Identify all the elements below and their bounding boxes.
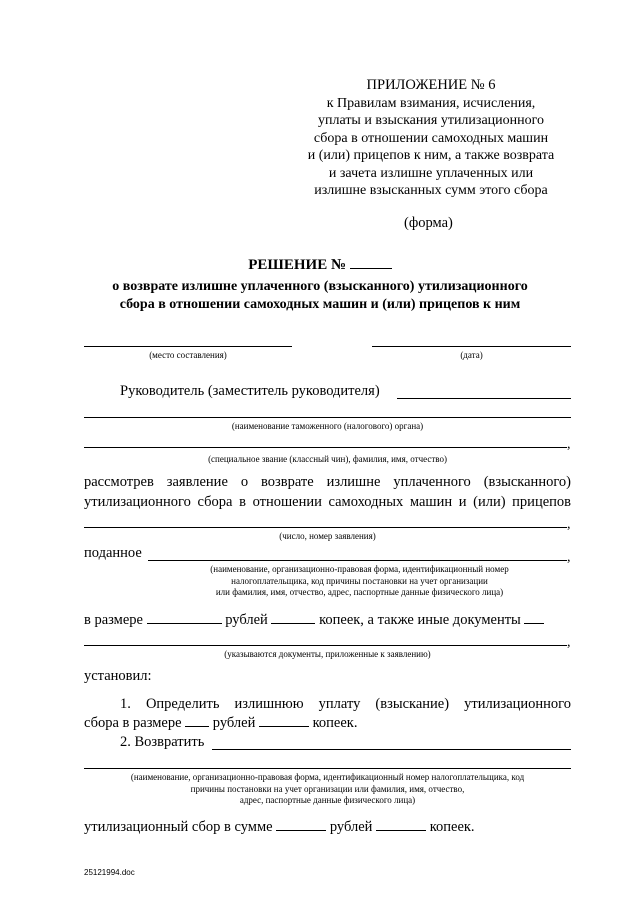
item-1-rubles-field[interactable]	[185, 714, 209, 727]
appendix-line: к Правилам взимания, исчисления,	[326, 95, 536, 111]
established-label: установил:	[84, 668, 152, 684]
recipient-caption-line-3: адрес, паспортные данные физического лица)	[239, 795, 416, 805]
amount-row	[84, 611, 571, 629]
rank-caption: (специальное звание (классный чин), фамилия, имя, отчество)	[208, 454, 447, 464]
comma: ,	[567, 437, 571, 452]
comma: ,	[567, 517, 571, 532]
other-docs-field[interactable]	[524, 611, 544, 624]
applicant-caption-line-2: налогоплательщика, код причины постановки на учет организации	[231, 575, 488, 586]
footer-filename: 25121994.doc	[84, 868, 135, 877]
rubles-label: рублей	[225, 612, 268, 628]
applicant-field[interactable]	[148, 560, 567, 561]
application-field[interactable]	[84, 527, 567, 528]
amount-prefix: в размере	[84, 612, 143, 628]
appendix-line: и зачета излишне уплаченных или	[328, 165, 534, 181]
application-caption: (число, номер заявления)	[279, 531, 376, 541]
submitted-label: поданное	[84, 545, 142, 561]
decision-subtitle-line-1: о возврате излишне уплаченного (взысканного) утилизационного	[112, 279, 528, 294]
recipient-caption-line-1: (наименование, организационно-правовая форма, идентификационный номер налогоплательщика, код	[130, 772, 525, 782]
final-amount-row	[84, 818, 475, 836]
amount-rubles-field[interactable]	[147, 611, 222, 624]
considered-line-1: рассмотрев заявление о возврате излишне уплаченного (взысканного)	[84, 474, 571, 490]
place-caption: (место составления)	[149, 350, 227, 360]
considered-line-2: утилизационного сбора в отношении самоходных машин и (или) прицепов	[84, 494, 571, 510]
final-kopecks-label: копеек.	[429, 819, 475, 835]
item-2-field[interactable]	[212, 749, 571, 750]
recipient-field[interactable]	[84, 768, 571, 769]
decision-number-field[interactable]	[350, 256, 392, 269]
item-2-label: 2. Возвратить	[120, 734, 205, 750]
final-rubles-field[interactable]	[276, 818, 326, 831]
final-kopecks-field[interactable]	[376, 818, 426, 831]
final-prefix: утилизационный сбор в сумме	[84, 819, 273, 835]
comma: ,	[567, 635, 571, 650]
recipient-caption	[84, 772, 571, 807]
head-field[interactable]	[397, 398, 571, 399]
rank-name-field[interactable]	[84, 447, 567, 448]
final-rubles-label: рублей	[329, 819, 373, 835]
appendix-block	[286, 77, 576, 200]
item-1-kopecks-field[interactable]	[259, 714, 309, 727]
place-field[interactable]	[84, 346, 292, 347]
appendix-title: ПРИЛОЖЕНИЕ № 6	[366, 77, 496, 93]
date-field[interactable]	[372, 346, 571, 347]
decision-subtitle-line-2: сбора в отношении самоходных машин и (или) прицепов к ним	[119, 297, 521, 312]
item-1-line-2	[84, 714, 357, 732]
item-1-rubles-label: рублей	[212, 715, 256, 731]
applicant-caption-line-3: или фамилия, имя, отчество, адрес, паспортные данные физического лица)	[215, 587, 504, 597]
applicant-caption-line-1: (наименование, организационно-правовая форма, идентификационный номер	[210, 564, 509, 574]
documents-field[interactable]	[84, 645, 567, 646]
authority-field[interactable]	[84, 417, 571, 418]
decision-subtitle	[60, 278, 580, 314]
form-label: (форма)	[404, 215, 453, 231]
appendix-line: сбора в отношении самоходных машин	[313, 130, 549, 146]
head-label: Руководитель (заместитель руководителя)	[120, 383, 380, 399]
amount-kopecks-field[interactable]	[271, 611, 315, 624]
item-1-prefix: сбора в размере	[84, 715, 182, 731]
decision-title-row	[0, 256, 640, 274]
item-1-kopecks-label: копеек.	[312, 715, 358, 731]
appendix-line: и (или) прицепов к ним, а также возврата	[307, 148, 555, 163]
authority-caption: (наименование таможенного (налогового) органа)	[231, 421, 424, 431]
date-caption: (дата)	[460, 350, 483, 360]
appendix-line: уплаты и взыскания утилизационного	[317, 113, 545, 128]
kopecks-other-docs-label: копеек, а также иные документы	[319, 612, 521, 628]
documents-caption: (указываются документы, приложенные к заявлению)	[224, 649, 431, 659]
decision-title: РЕШЕНИЕ №	[248, 257, 347, 273]
appendix-line: излишне взысканных сумм этого сбора	[314, 183, 548, 198]
comma: ,	[567, 550, 571, 565]
recipient-caption-line-2: причины постановки на учет организации или фамилия, имя, отчество,	[190, 783, 465, 794]
applicant-caption	[148, 564, 571, 599]
item-1-line-1: 1. Определить излишнюю уплату (взыскание) утилизационного	[120, 696, 571, 712]
